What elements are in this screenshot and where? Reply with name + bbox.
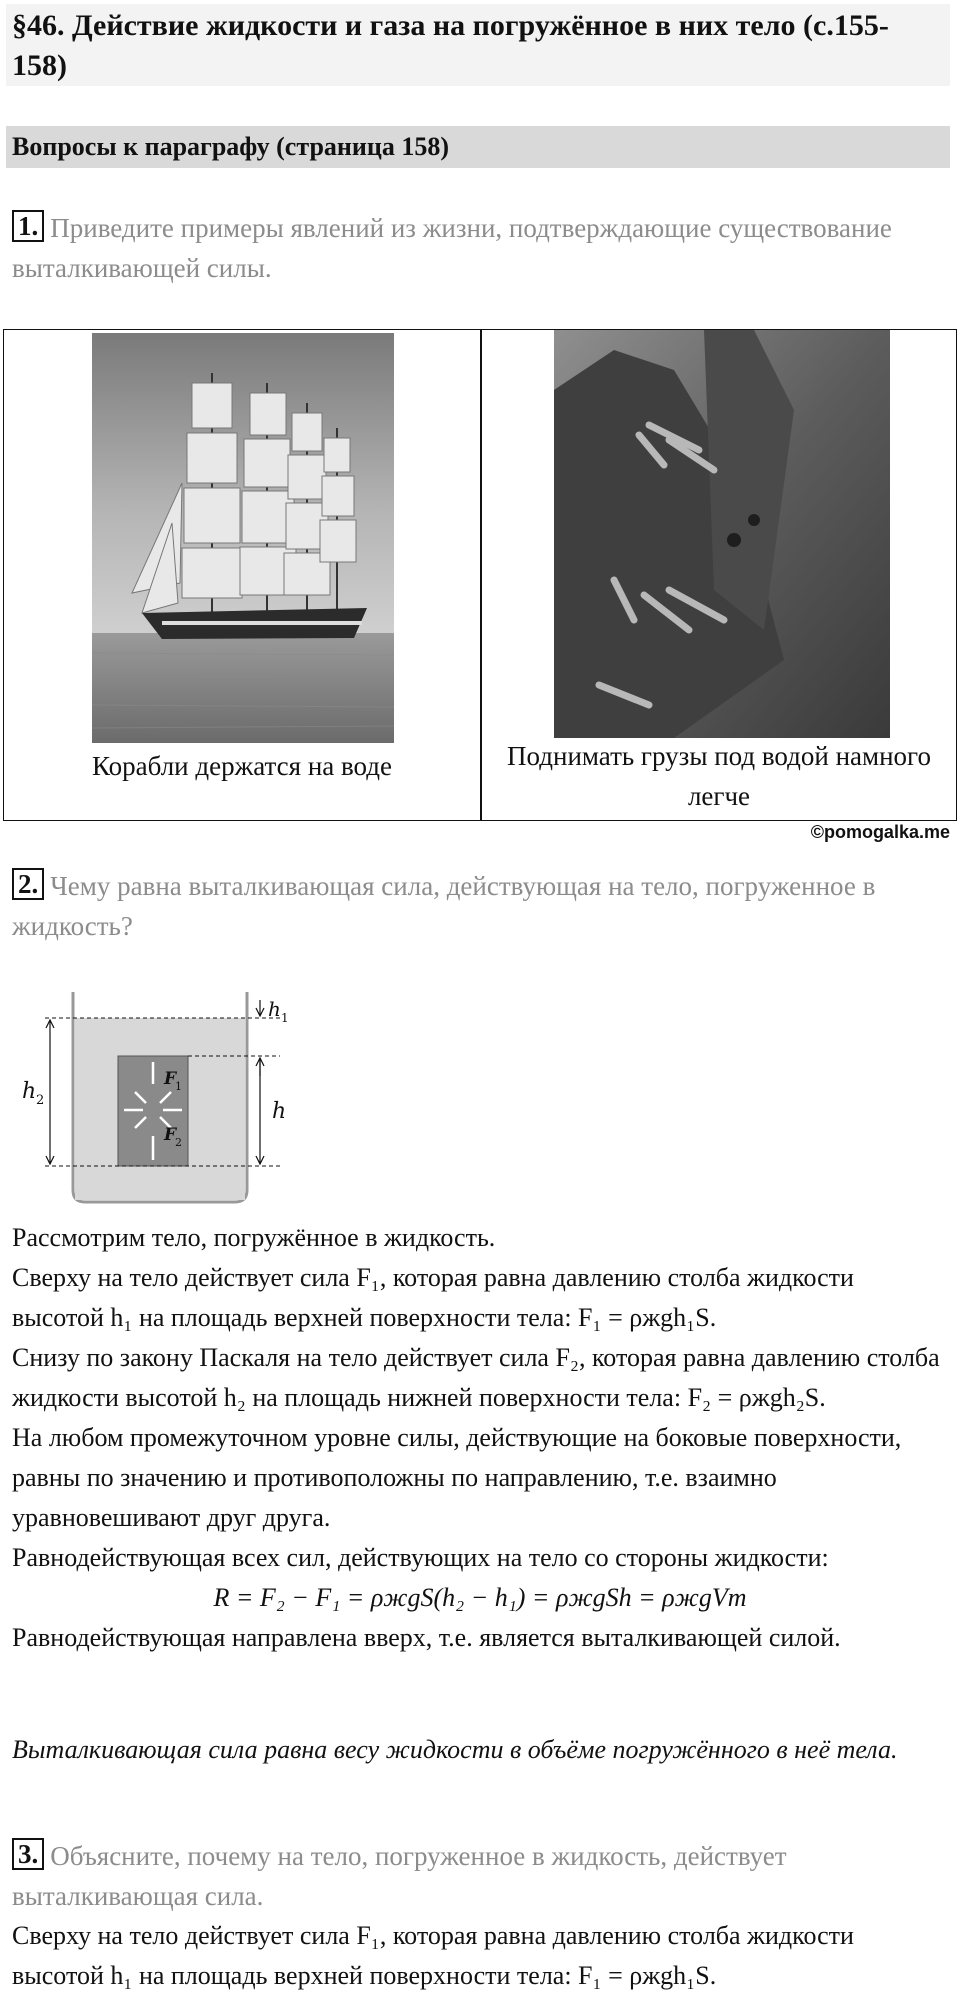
question-number: 1. xyxy=(12,210,44,242)
label-h2: h xyxy=(22,1079,37,1104)
label-h2-sub: 2 xyxy=(36,1093,45,1108)
question-text: Чему равна выталкивающая сила, действующая на тело, погруженное в жидкость? xyxy=(12,871,876,941)
label-h: h xyxy=(272,1099,287,1124)
paragraph: Рассмотрим тело, погружённое в жидкость. xyxy=(12,1223,496,1252)
copyright-label: ©pomogalka.me xyxy=(810,822,950,842)
photo-table xyxy=(3,329,957,821)
label-f1: F xyxy=(164,1069,177,1089)
question-text: Объясните, почему на тело, погруженное в жидкость, действует выталкивающая сила. xyxy=(12,1841,787,1911)
right-photo-caption: Поднимать грузы под водой намного легче xyxy=(507,741,931,811)
label-f2-sub: 2 xyxy=(175,1136,182,1149)
answer-2 xyxy=(12,1218,948,1658)
paragraph: Сверху на тело действует сила F₁, которая равна давлению столба жидкости высотой h₁ на площадь верхней поверхности тела: F₁ = ρжgh₁S. xyxy=(12,1921,854,1990)
resultant-force-formula: R = F₂ − F₁ = ρжgS(h₂ − h₁) = ρжgSh = ρжgVт xyxy=(213,1583,747,1612)
underwater-wreck-photo xyxy=(554,330,890,738)
paragraph: На любом промежуточном уровне силы, действующие на боковые поверхности, равны по значению и противоположны по направлению, т.е. взаимно уравновешивают друг друга. xyxy=(12,1423,902,1532)
label-h1-sub: 1 xyxy=(281,1011,289,1025)
page-title: §46. Действие жидкости и газа на погружённое в них тело (с.155-158) xyxy=(12,9,889,82)
paragraph: Сверху на тело действует сила F₁, которая равна давлению столба жидкости высотой h₁ на площадь верхней поверхности тела: F₁ = ρжgh₁S. xyxy=(12,1263,854,1332)
conclusion-text: Выталкивающая сила равна весу жидкости в объёме погружённого в неё тела. xyxy=(12,1735,898,1764)
label-f1-sub: 1 xyxy=(175,1080,182,1093)
question-number: 2. xyxy=(12,868,44,900)
question-text: Приведите примеры явлений из жизни, подтверждающие существование выталкивающей силы. xyxy=(12,213,892,283)
paragraph: Равнодействующая всех сил, действующих на тело со стороны жидкости: xyxy=(12,1543,829,1572)
section-subheading: Вопросы к параграфу (страница 158) xyxy=(12,132,449,161)
paragraph: Снизу по закону Паскаля на тело действует сила F₂, которая равна давлению столба жидкости высотой h₂ на площадь нижней поверхности тела: F₂ = ρжgh₂S. xyxy=(12,1343,940,1412)
left-photo-caption: Корабли держатся на воде xyxy=(91,751,393,781)
question-1 xyxy=(12,208,942,288)
question-number: 3. xyxy=(12,1838,44,1870)
label-h1: h xyxy=(268,997,281,1021)
buoyancy-diagram xyxy=(10,980,310,1210)
label-f2: F xyxy=(164,1125,177,1145)
answer-3 xyxy=(12,1916,948,1996)
question-3 xyxy=(12,1836,942,1916)
paragraph: Равнодействующая направлена вверх, т.е. является выталкивающей силой. xyxy=(12,1623,841,1652)
sailing-ship-photo xyxy=(92,333,394,743)
question-2 xyxy=(12,866,942,946)
